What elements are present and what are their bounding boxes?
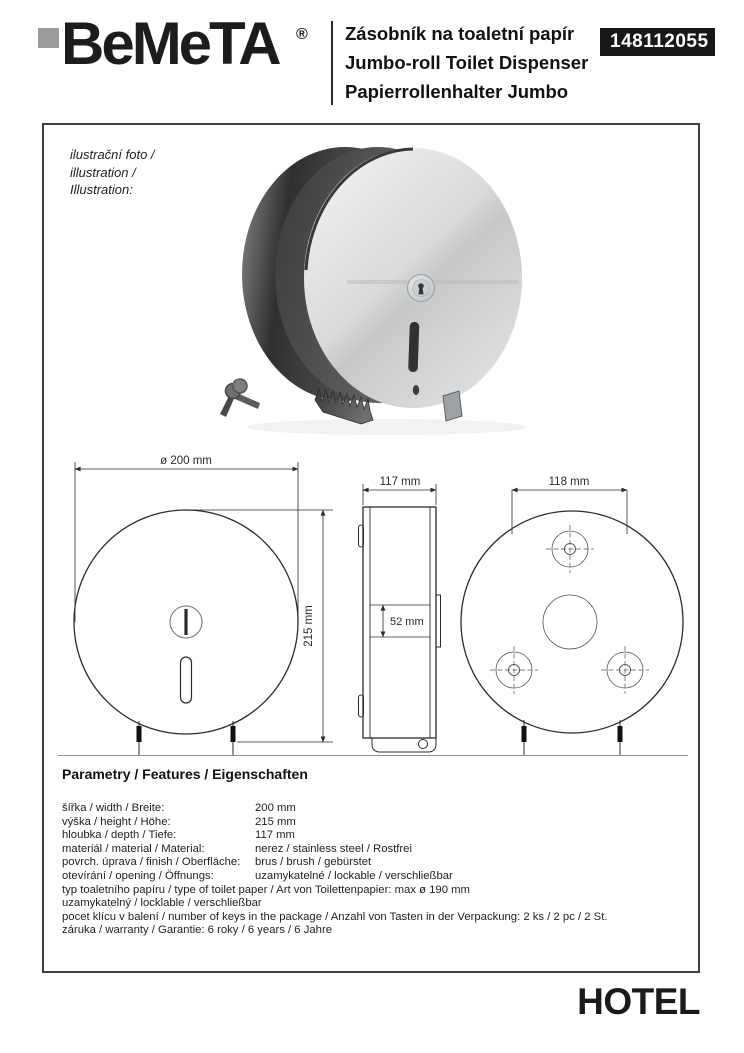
illustration-caption: ilustrační foto / illustration / Illustration: (70, 147, 155, 197)
param-row-width (62, 802, 682, 816)
content-frame (42, 123, 700, 973)
param-row-height (62, 816, 682, 830)
param-row-material (62, 843, 682, 857)
registered-trademark-icon: ® (296, 26, 308, 43)
param-value: 215 mm (255, 815, 296, 828)
back-holes-label: 118 mm (548, 476, 590, 488)
mount-bracket (443, 391, 462, 421)
side-foot-screw (419, 740, 428, 749)
param-row-depth (62, 829, 682, 843)
back-mount-holes (490, 525, 649, 694)
param-value: brus / brush / gebürstet (255, 856, 372, 869)
product-titles (345, 19, 588, 106)
collection-label: HOTEL (577, 981, 700, 1022)
product-title-cs: Zásobník na toaletní papír (345, 23, 575, 44)
keys (220, 379, 260, 417)
photo-shadow (247, 419, 527, 435)
param-label: výška / height / Höhe: (62, 815, 171, 828)
back-view-drawing (461, 476, 683, 755)
header-divider (331, 21, 333, 105)
side-inner-label: 52 mm (390, 616, 424, 628)
paper-slot (408, 322, 419, 372)
front-foot-right-pad (231, 726, 236, 742)
back-holes-dimension (512, 490, 627, 534)
side-view-drawing (359, 476, 441, 752)
param-label: materiál / material / Material: (62, 842, 205, 855)
param-value: uzamykatelné / lockable / verschließbar (255, 869, 453, 882)
param-row-warranty: záruka / warranty / Garantie: 6 roky / 6 years / 6 Jahre (62, 924, 332, 937)
side-handle (436, 595, 441, 647)
product-code-badge: 148112055 (600, 28, 715, 56)
side-foot (372, 738, 436, 752)
param-row-opening (62, 870, 682, 884)
back-center-hole (543, 595, 597, 649)
front-height-label: 215 mm (303, 605, 315, 647)
param-row-lockable: uzamykatelný / locklable / verschließbar (62, 897, 262, 910)
parameters-heading: Parametry / Features / Eigenschaften (62, 766, 308, 782)
parameters-divider (58, 755, 688, 756)
param-row-paper-type: typ toaletního papíru / type of toilet paper / Art von Toilettenpapier: max ø 190 mm (62, 883, 470, 896)
param-value: nerez / stainless steel / Rostfrei (255, 842, 412, 855)
slot-dot (413, 385, 419, 395)
param-row-finish (62, 856, 682, 870)
param-value: 117 mm (255, 829, 295, 842)
technical-drawings (44, 438, 698, 768)
parameters-section (62, 766, 682, 938)
product-photo (197, 128, 527, 440)
front-view-drawing (74, 455, 333, 755)
param-value: 200 mm (255, 802, 296, 814)
product-title-de: Papierrollenhalter Jumbo (345, 81, 569, 102)
brand-logo-square (38, 28, 59, 48)
param-row-keys: pocet klícu v balení / number of keys in the package / Anzahl von Tasten in der Verpackung: 2 ks / 2 pc / 2 St. (62, 910, 608, 923)
param-label: povrch. úprava / finish / Oberfläche: (62, 856, 241, 869)
front-foot-left-pad (137, 726, 142, 742)
back-foot-left-pad (522, 726, 527, 742)
product-title-en: Jumbo-roll Toilet Dispenser (345, 52, 589, 73)
param-label: šířka / width / Breite: (62, 802, 165, 814)
front-paper-slot (181, 657, 192, 703)
param-label: otevírání / opening / Öffnungs: (62, 869, 214, 882)
back-foot-right-pad (618, 726, 623, 742)
front-diameter-label: ø 200 mm (160, 455, 212, 467)
brand-logo: BeMeTA (61, 10, 279, 77)
param-label: hloubka / depth / Tiefe: (62, 829, 177, 842)
parameters-table (62, 802, 682, 938)
side-depth-label: 117 mm (379, 476, 421, 488)
